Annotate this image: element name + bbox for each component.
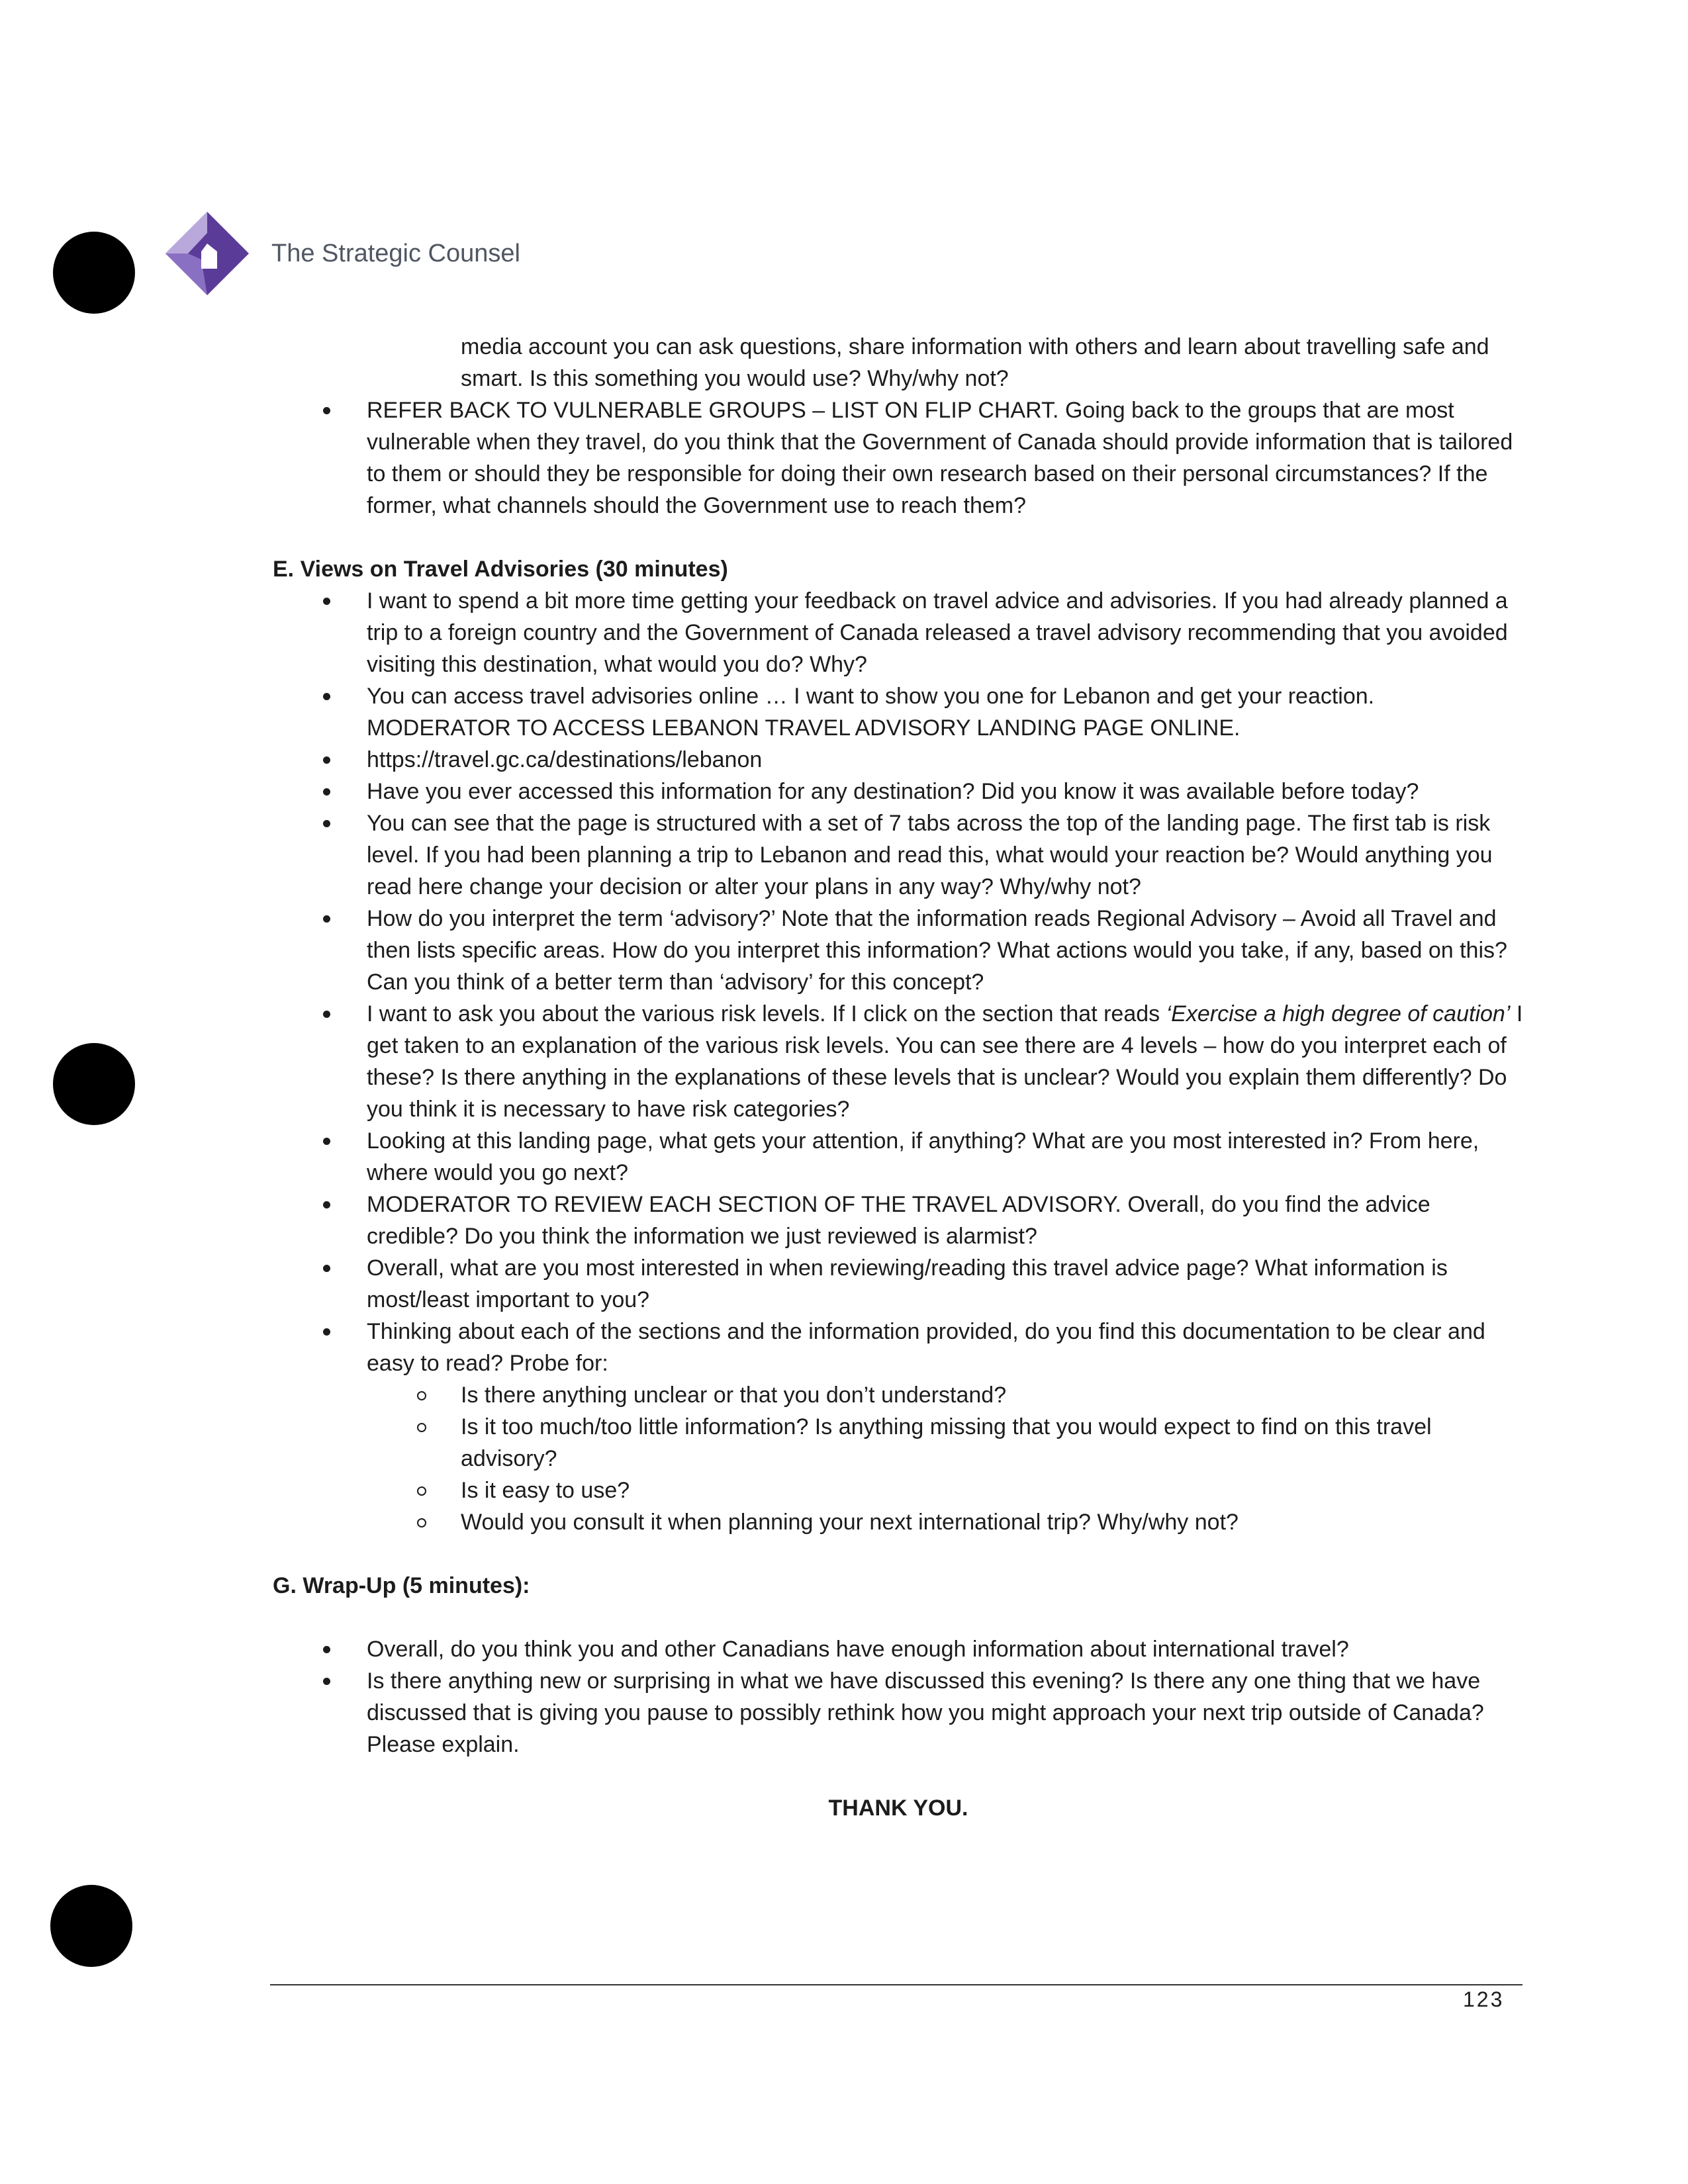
list-item: https://travel.gc.ca/destinations/lebanon <box>367 744 1524 776</box>
list-item: Have you ever accessed this information for any destination? Did you know it was available before today? <box>367 776 1524 807</box>
closing-text: THANK YOU. <box>828 1796 968 1821</box>
brand-name: The Strategic Counsel <box>271 239 520 267</box>
list-item: I want to spend a bit more time getting your feedback on travel advice and advisories. If you had already planned a trip to a foreign country and the Government of Canada released a travel advisory recommending that you avoided visiting this destination, what would you do? Why? <box>367 585 1524 680</box>
diamond-logo-icon <box>163 209 252 298</box>
intro-bullet-list <box>273 394 1524 522</box>
binder-hole-bottom <box>50 1885 132 1967</box>
risk-text-italic: ‘Exercise a high degree of caution’ <box>1166 1001 1511 1026</box>
list-item: Overall, what are you most interested in when reviewing/reading this travel advice page? What information is most/least important to you? <box>367 1252 1524 1316</box>
page-header <box>163 209 520 298</box>
probe-intro: Thinking about each of the sections and the information provided, do you find this documentation to be clear and easy to read? Probe for: <box>367 1319 1485 1376</box>
section-g-heading: G. Wrap-Up (5 minutes): <box>273 1573 530 1598</box>
risk-text-after: I get taken to an explanation of the various risk levels. You can see there are 4 levels – how do you interpret each of these? Is there anything in the explanations of these levels that is unclear? Would you explain them differently? Do you think it is necessary to have risk categories? <box>367 1001 1523 1122</box>
section-e-heading: E. Views on Travel Advisories (30 minutes) <box>273 557 728 582</box>
section-e-bullet-list <box>273 585 1524 1538</box>
binder-hole-middle <box>53 1043 135 1125</box>
binder-hole-top <box>53 232 135 314</box>
page-number: 123 <box>1463 1987 1505 2011</box>
continuation-paragraph: media account you can ask questions, share information with others and learn about travelling safe and smart. Is this something you would use? Why/why not? <box>461 334 1489 391</box>
list-item <box>367 1316 1524 1538</box>
list-item: Is there anything new or surprising in what we have discussed this evening? Is there any one thing that we have discussed that is giving you pause to possibly rethink how you might approach your next trip outside of Canada? Please explain. <box>367 1665 1524 1760</box>
probe-item: Is there anything unclear or that you don’t understand? <box>461 1379 1524 1411</box>
list-item: MODERATOR TO REVIEW EACH SECTION OF THE TRAVEL ADVISORY. Overall, do you find the advice credible? Do you think the information we just reviewed is alarmist? <box>367 1189 1524 1252</box>
list-item-risk-levels <box>367 998 1524 1125</box>
probe-item: Would you consult it when planning your next international trip? Why/why not? <box>461 1506 1524 1538</box>
list-item: You can see that the page is structured with a set of 7 tabs across the top of the landing page. The first tab is risk level. If you had been planning a trip to Lebanon and read this, what would your reaction be? Would anything you read here change your decision or alter your plans in any way? Why/why not? <box>367 807 1524 903</box>
probe-list <box>367 1379 1524 1538</box>
risk-text-before: I want to ask you about the various risk levels. If I click on the section that reads <box>367 1001 1166 1026</box>
list-item: Looking at this landing page, what gets your attention, if anything? What are you most interested in? From here, where would you go next? <box>367 1125 1524 1189</box>
list-item: You can access travel advisories online … I want to show you one for Lebanon and get your reaction. MODERATOR TO ACCESS LEBANON TRAVEL ADVISORY LANDING PAGE ONLINE. <box>367 680 1524 744</box>
probe-item: Is it easy to use? <box>461 1475 1524 1506</box>
footer-divider <box>270 1984 1523 1985</box>
document-body <box>273 331 1524 1824</box>
list-item: REFER BACK TO VULNERABLE GROUPS – LIST ON FLIP CHART. Going back to the groups that are most vulnerable when they travel, do you think that the Government of Canada should provide information that is tailored to them or should they be responsible for doing their own research based on their personal circumstances? If the former, what channels should the Government use to reach them? <box>367 394 1524 522</box>
probe-item: Is it too much/too little information? Is anything missing that you would expect to find on this travel advisory? <box>461 1411 1524 1475</box>
section-g-bullet-list <box>273 1633 1524 1760</box>
list-item: Overall, do you think you and other Canadians have enough information about international travel? <box>367 1633 1524 1665</box>
list-item: How do you interpret the term ‘advisory?’ Note that the information reads Regional Advisory – Avoid all Travel and then lists specific areas. How do you interpret this information? What actions would you take, if any, based on this? Can you think of a better term than ‘advisory’ for this concept? <box>367 903 1524 998</box>
